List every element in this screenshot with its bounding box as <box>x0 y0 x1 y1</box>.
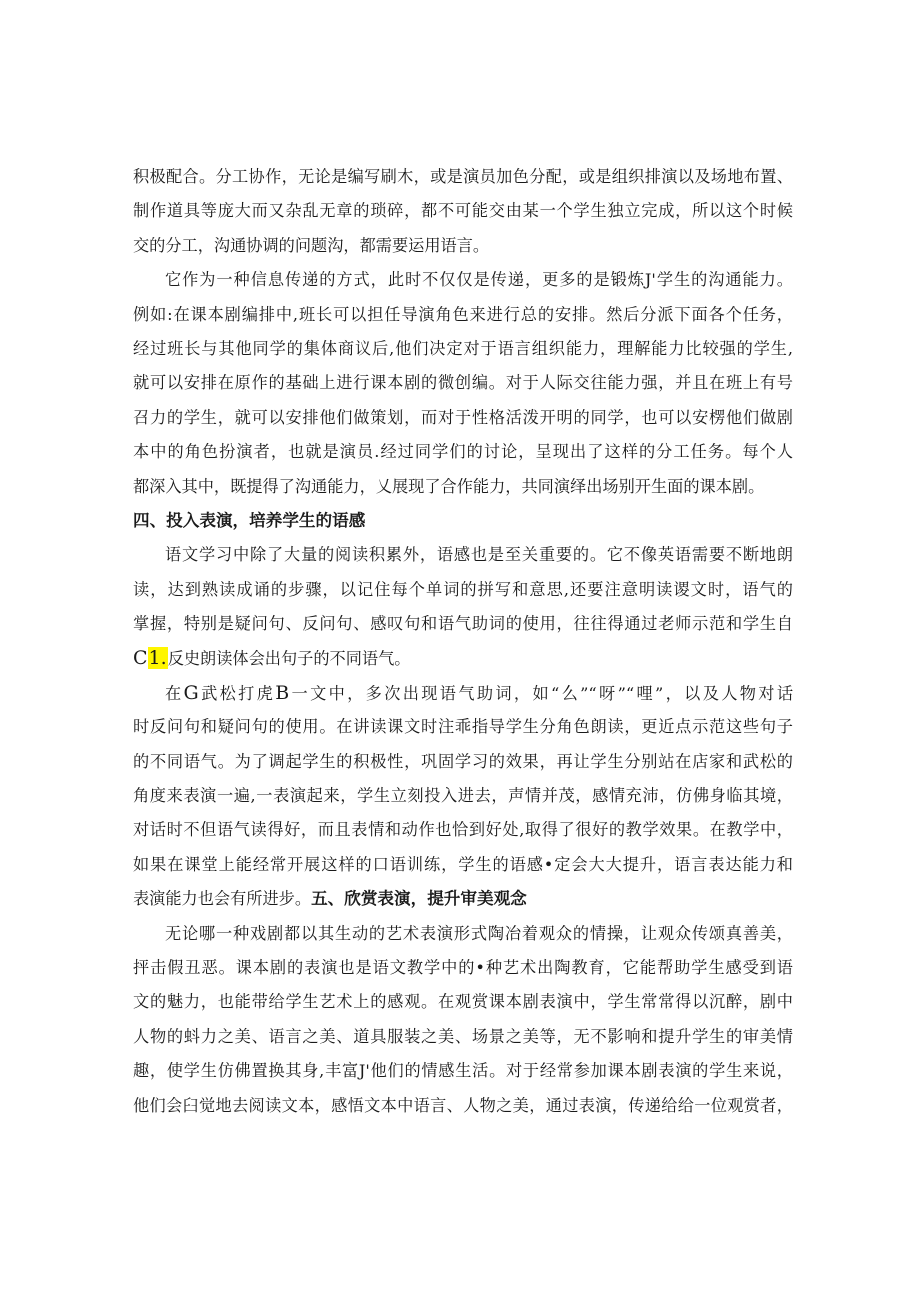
paragraph-text: 一文中，多次出现语气助词，如“么”“呀”“哩”，以及人物对话 <box>289 683 794 703</box>
ocr-artifact-text: G <box>183 681 199 704</box>
paragraph-text: 武松打虎 <box>198 683 276 703</box>
paragraph-line: 交的分工，沟通协调的问题沟，都需要运用语言。 <box>133 235 490 255</box>
ocr-artifact-text: B <box>275 681 290 704</box>
section-heading: 五、欣赏表演，提升审美观念 <box>311 889 527 909</box>
paragraph-line <box>133 882 793 916</box>
paragraph-text: 在 <box>165 683 184 703</box>
paragraph-line <box>133 641 793 675</box>
paragraph-line: 如果在课堂上能经常开展这样的口语训练，学生的语感•定会大大提升，语言表达能力和 <box>133 854 793 874</box>
paragraph-line: 抨击假丑恶。课本剧的表演也是语文教学中的•种艺术出陶教育，它能帮助学生感受到语 <box>133 957 793 977</box>
paragraph-line: 文的魅力，也能带给学生艺术上的感观。在观赏课本剧表演中，学生常常得以沉醉，剧中 <box>133 992 793 1012</box>
ocr-artifact-text: C <box>133 647 148 670</box>
paragraph-line: 语文学习中除了大量的阅读积累外，语感也是至关重要的。它不像英语需要不断地朗 <box>165 545 793 565</box>
paragraph-line: 掌握，特别是疑问句、反问句、感叹句和语气助词的使用，往往得通过老师示范和学生自 <box>133 614 793 634</box>
paragraph-line: 的不同语气。为了调起学生的积极性，巩固学习的效果，再让学生分别站在店家和武松的 <box>133 751 793 771</box>
paragraph-line: 无论哪一种戏剧都以其生动的艺术表演形式陶冶着观众的情操，让观众传颂真善美， <box>165 923 793 943</box>
paragraph-line: 趣，使学生仿佛置换其身,丰富J'他们的情感生活。对于经常参加课本剧表演的学生来说， <box>133 1061 793 1081</box>
paragraph-line: 对话时不但语气读得好，而且表情和动作也恰到好处,取得了很好的教学效果。在教学中， <box>133 820 793 840</box>
highlighted-text: 1. <box>148 647 167 670</box>
paragraph-line <box>133 676 793 710</box>
paragraph-text: 表演能力也会有所进步。 <box>133 889 312 909</box>
paragraph-line: 本中的角色扮演者，也就是演员.经过同学们的讨论，呈现出了这样的分工任务。每个人 <box>133 442 793 462</box>
paragraph-line: 时反问句和疑问句的使用。在讲读课文时注乖指导学生分角色朗读，更近点示范这些句子 <box>133 717 793 737</box>
paragraph-line: 积极配合。分工协作，无论是编写刷木，或是演员加色分配，或是组织排演以及场地布置、 <box>133 167 793 186</box>
paragraph-line: 制作道具等庞大而又杂乱无章的琐碎，都不可能交由某一个学生独立完成，所以这个时候 <box>133 201 793 221</box>
paragraph-line: 角度来表演一遍,一表演起来，学生立刻投入进去，声情并茂，感情充沛，仿佛身临其境， <box>133 786 793 806</box>
section-heading: 四、投入表演，培养学生的语感 <box>133 510 366 530</box>
paragraph-line: 就可以安排在原作的基础上进行课本剧的微创编。对于人际交往能力强，并且在班上有号 <box>133 373 793 393</box>
paragraph-text: 反史朗读体会出句子的不同语气。 <box>167 649 411 669</box>
paragraph-line: 都深入其中，既提得了沟通能力，乂展现了合作能力，共同演绎出场别开生面的课本剧。 <box>133 476 765 496</box>
paragraph-line: 它作为一种信息传递的方式，此时不仅仅是传递，更多的是锻炼J'学生的沟通能力。 <box>165 270 793 290</box>
paragraph-line: 他们会臼觉地去阅读文本，感悟文本中语言、人物之美，通过表演，传递给给一位观赏者， <box>133 1095 793 1115</box>
paragraph-line: 经过班长与其他同学的集体商议后,他们决定对于语言组织能力，理解能力比较强的学生, <box>133 338 793 358</box>
paragraph-line: 人物的蚪力之美、语言之美、道具服装之美、场景之美等，无不影响和提升学生的审美情 <box>133 1026 793 1046</box>
paragraph-line: 召力的学生，就可以安排他们做策划，而对于性格活泼开明的同学，也可以安楞他们做剧 <box>133 407 793 427</box>
document-page <box>133 160 793 1123</box>
paragraph-line: 读，达到熟读成诵的步骤，以记住每个单词的拼写和意思,还要注意明读谡文时，语气的 <box>133 579 793 599</box>
paragraph-line: 例如:在课本剧编排中,班长可以担任导演角色来进行总的安排。然后分派下面各个任务， <box>133 304 793 324</box>
